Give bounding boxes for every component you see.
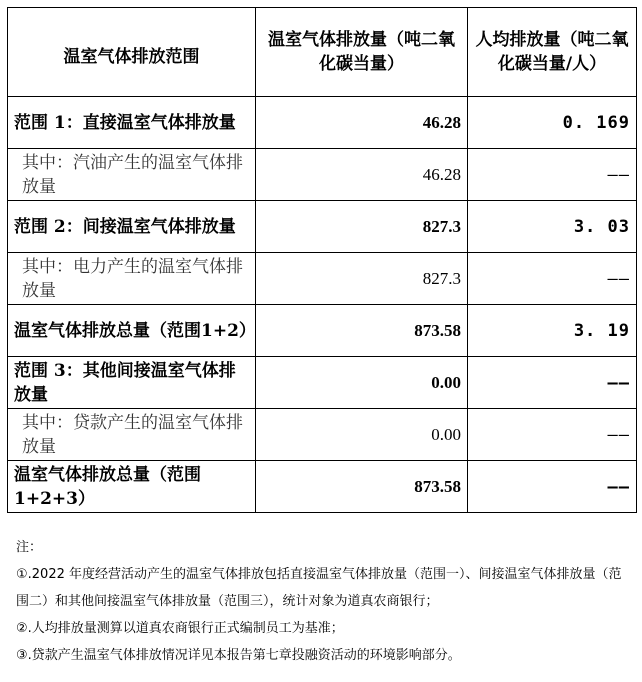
- row-emission: 46.28: [256, 97, 468, 149]
- row-per-capita: ——: [468, 149, 637, 201]
- row-per-capita: 0. 169: [468, 97, 637, 149]
- row-label: 范围 2：间接温室气体排放量: [8, 201, 256, 253]
- row-per-capita: ——: [468, 253, 637, 305]
- note-item-2: ②.人均排放量测算以道真农商银行正式编制员工为基准；: [16, 621, 344, 636]
- note-item-1: ①.2022 年度经营活动产生的温室气体排放包括直接温室气体排放量（范围一）、间接温室气体排放量（范围二）和其他间接温室气体排放量（范围三），统计对象为道真农商银行；: [16, 567, 622, 609]
- row-emission: 827.3: [256, 201, 468, 253]
- row-per-capita: 3. 19: [468, 305, 637, 357]
- row-label: 温室气体排放总量（范围1+2+3）: [8, 461, 256, 513]
- row-emission: 0.00: [256, 409, 468, 461]
- table-body: [8, 97, 637, 513]
- table-row: [8, 461, 637, 513]
- row-emission: 0.00: [256, 357, 468, 409]
- row-per-capita: ——: [468, 357, 637, 409]
- table-row: [8, 409, 637, 461]
- notes-section: [16, 534, 628, 669]
- row-emission: 827.3: [256, 253, 468, 305]
- row-per-capita: 3. 03: [468, 201, 637, 253]
- header-scope: 温室气体排放范围: [8, 8, 256, 97]
- row-emission: 873.58: [256, 461, 468, 513]
- table-row: [8, 305, 637, 357]
- emissions-table: [7, 7, 637, 513]
- row-label: 范围 1：直接温室气体排放量: [8, 97, 256, 149]
- table-row: [8, 97, 637, 149]
- row-label: 温室气体排放总量（范围1+2）: [8, 305, 256, 357]
- notes-title: 注：: [16, 540, 43, 555]
- row-label: 范围 3：其他间接温室气体排放量: [8, 357, 256, 409]
- header-per-capita: 人均排放量（吨二氧化碳当量/人）: [468, 8, 637, 97]
- table-row: [8, 149, 637, 201]
- row-label: 其中：电力产生的温室气体排放量: [8, 253, 256, 305]
- table-row: [8, 357, 637, 409]
- row-emission: 873.58: [256, 305, 468, 357]
- table-header-row: [8, 8, 637, 97]
- header-emission: 温室气体排放量（吨二氧化碳当量）: [256, 8, 468, 97]
- row-emission: 46.28: [256, 149, 468, 201]
- table-row: [8, 201, 637, 253]
- row-per-capita: ——: [468, 461, 637, 513]
- note-item-3: ③.贷款产生温室气体排放情况详见本报告第七章投融资活动的环境影响部分。: [16, 648, 461, 663]
- row-label: 其中：贷款产生的温室气体排放量: [8, 409, 256, 461]
- table-row: [8, 253, 637, 305]
- row-per-capita: ——: [468, 409, 637, 461]
- row-label: 其中：汽油产生的温室气体排放量: [8, 149, 256, 201]
